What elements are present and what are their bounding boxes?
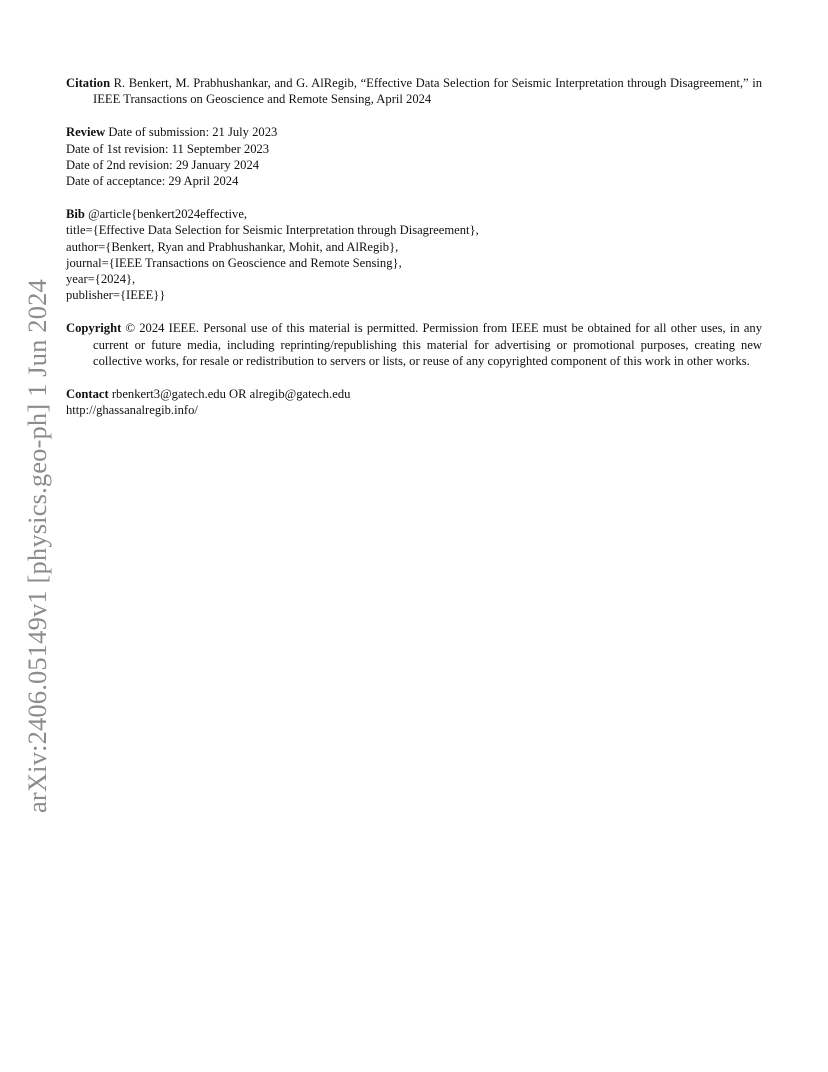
citation-section <box>66 75 762 107</box>
bib-label: Bib <box>66 207 85 222</box>
bib-publisher: publisher={IEEE}} <box>66 288 166 303</box>
review-section <box>66 124 762 189</box>
contact-website: http://ghassanalregib.info/ <box>66 403 198 418</box>
bib-author: author={Benkert, Ryan and Prabhushankar, Mohit, and AlRegib}, <box>66 239 399 254</box>
contact-first-line <box>66 386 762 402</box>
contact-section <box>66 386 762 418</box>
second-revision-date: Date of 2nd revision: 29 January 2024 <box>66 157 260 172</box>
arxiv-identifier-stamp: arXiv:2406.05149v1 [physics.geo-ph] 1 Jun 2024 <box>22 279 52 813</box>
submission-date: Date of submission: 21 July 2023 <box>108 125 278 140</box>
review-label: Review <box>66 125 106 140</box>
copyright-text: © 2024 IEEE. Personal use of this material is permitted. Permission from IEEE must be obtained for all other uses, in any current or future media, including reprinting/republishing this material for advertising or promotional purposes, creating new collective works, for resale or redistribution to servers or lists, or reuse of any copyrighted component of this work in other works. <box>93 321 763 368</box>
citation-text: R. Benkert, M. Prabhushankar, and G. AlRegib, “Effective Data Selection for Seismic Interpretation through Disagreement,” in IEEE Transactions on Geoscience and Remote Sensing, April 2024 <box>93 76 762 107</box>
bib-first-line <box>66 206 762 222</box>
contact-label: Contact <box>66 387 109 402</box>
copyright-label: Copyright <box>66 321 122 336</box>
citation-label: Citation <box>66 76 111 90</box>
bib-section <box>66 206 762 303</box>
contact-emails: rbenkert3@gatech.edu OR alregib@gatech.edu <box>111 387 351 402</box>
acceptance-date: Date of acceptance: 29 April 2024 <box>66 174 239 189</box>
bib-title: title={Effective Data Selection for Seismic Interpretation through Disagreement}, <box>66 223 479 238</box>
review-first-line <box>66 124 762 140</box>
bib-year: year={2024}, <box>66 272 136 287</box>
bib-entry-key: @article{benkert2024effective, <box>88 207 248 222</box>
copyright-section <box>66 320 762 369</box>
bib-journal: journal={IEEE Transactions on Geoscience and Remote Sensing}, <box>66 255 402 270</box>
cover-page-content <box>66 75 762 418</box>
first-revision-date: Date of 1st revision: 11 September 2023 <box>66 141 270 156</box>
